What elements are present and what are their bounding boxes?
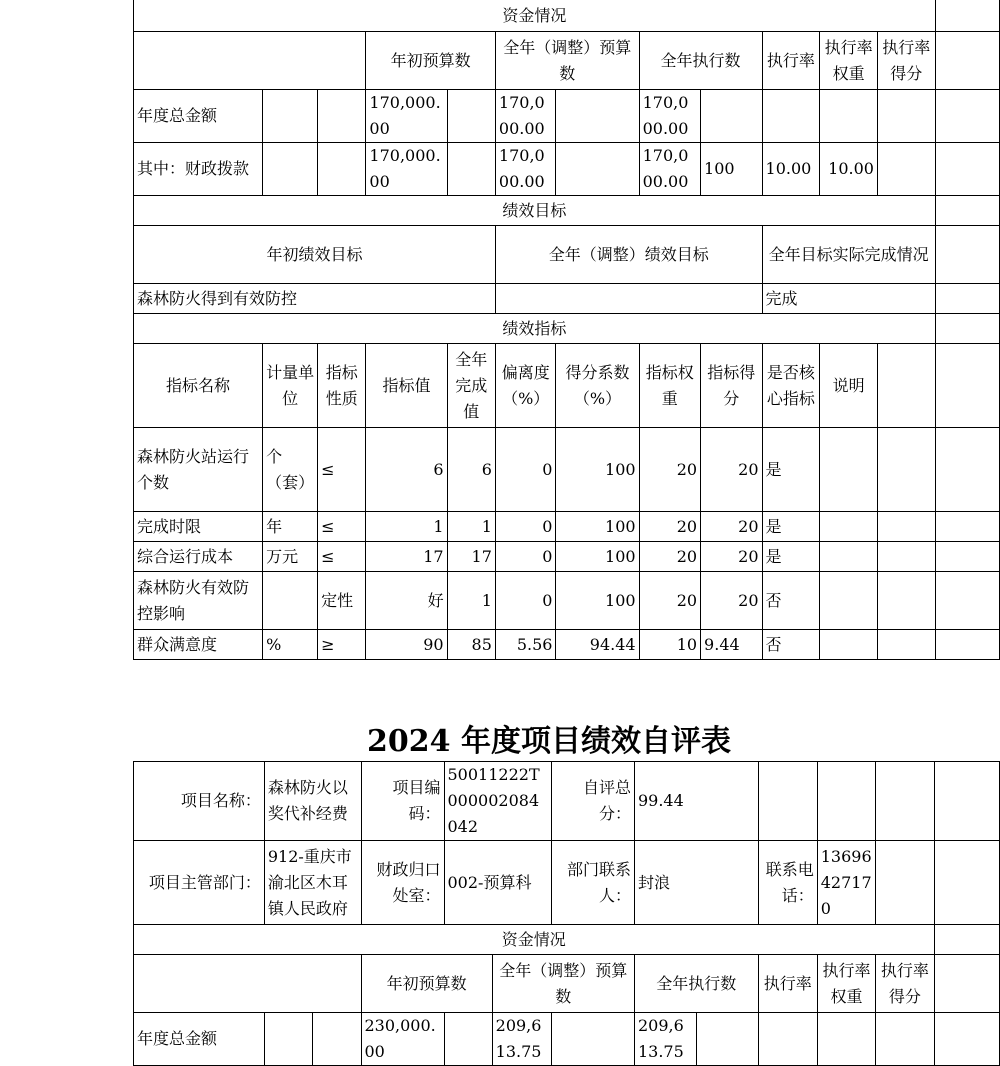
indicator-score: 20 [701,542,762,572]
funds-row-total [134,1013,1000,1066]
table-row [134,542,1000,572]
indicator-name: 完成时限 [134,512,263,542]
funds-row-total [134,90,1000,143]
rate-weight-header: 执行率权重 [817,955,875,1013]
indicator-deviation: 0 [495,572,556,630]
indicator-coef: 100 [556,572,639,630]
indicator-deviation: 0 [495,512,556,542]
indicator-value-header: 指标值 [366,344,447,428]
funds-initial-value: 230,000.00 [361,1013,444,1066]
funds-performance-table [133,0,1000,660]
funds-row-label: 其中：财政拨款 [134,143,263,196]
indicator-weight: 20 [639,572,700,630]
goal-adjusted-text [495,284,762,314]
indicator-core: 是 [762,542,820,572]
dept-value: 912-重庆市渝北区木耳镇人民政府 [264,841,361,925]
budget-initial-header: 年初预算数 [361,955,492,1013]
indicator-deviation: 0 [495,428,556,512]
funds-weight-value [762,90,820,143]
finance-label: 财政归口处室： [361,841,444,925]
indicator-unit: % [263,630,318,660]
project-info-row [134,762,1000,841]
indicator-name-header: 指标名称 [134,344,263,428]
funds-adjusted-value: 170,000.00 [495,90,556,143]
indicator-unit [263,572,318,630]
rate-header: 执行率 [762,32,820,90]
indicator-name: 群众满意度 [134,630,263,660]
funds-executed-value: 209,613.75 [634,1013,696,1066]
indicator-nature-header: 指标性质 [318,344,366,428]
indicator-value: 90 [366,630,447,660]
indicator-weight: 10 [639,630,700,660]
funds-row-label: 年度总金额 [134,1013,265,1066]
funds-executed-value: 170,000.00 [639,90,700,143]
finance-value: 002-预算科 [444,841,551,925]
indicator-nature: 定性 [318,572,366,630]
funds-row-label: 年度总金额 [134,90,263,143]
indicator-nature: ≥ [318,630,366,660]
indicator-value: 好 [366,572,447,630]
indicator-deviation: 5.56 [495,630,556,660]
indicator-core: 是 [762,512,820,542]
indicator-deviation: 0 [495,542,556,572]
indicator-score-header: 指标得分 [701,344,762,428]
funds-initial-value: 170,000.00 [366,90,447,143]
project-self-evaluation-table [133,761,1000,1066]
indicator-unit: 万元 [263,542,318,572]
table-row [134,572,1000,630]
project-code-value: 50011222T000002084042 [444,762,551,841]
indicator-done: 17 [447,542,495,572]
funds-section-header: 资金情况 [134,0,936,32]
indicator-unit-header: 计量单位 [263,344,318,428]
budget-initial-header: 年初预算数 [366,32,496,90]
indicator-coef-header: 得分系数（%） [556,344,639,428]
indicator-note-header: 说明 [820,344,878,428]
table-row [134,630,1000,660]
indicator-score: 20 [701,428,762,512]
rate-score-header: 执行率得分 [876,955,934,1013]
funds-score-value [820,90,878,143]
table-row [134,428,1000,512]
department-info-row [134,841,1000,925]
funds-rate-value [701,90,762,143]
goals-section-header: 绩效目标 [134,196,936,226]
contact-value: 封浪 [634,841,758,925]
rate-header: 执行率 [758,955,817,1013]
funds-row-fiscal [134,143,1000,196]
indicator-coef: 100 [556,512,639,542]
goal-adjusted-header: 全年（调整）绩效目标 [495,226,762,284]
executed-header: 全年执行数 [639,32,762,90]
contact-label: 部门联系人： [551,841,634,925]
indicator-coef: 100 [556,542,639,572]
table-row [134,512,1000,542]
self-score-label: 自评总分： [551,762,634,841]
indicator-done: 85 [447,630,495,660]
funds-section-header: 资金情况 [134,925,935,955]
funds-initial-value: 170,000.00 [366,143,447,196]
indicator-weight: 20 [639,542,700,572]
indicator-done-header: 全年完成值 [447,344,495,428]
executed-header: 全年执行数 [634,955,758,1013]
funds-adjusted-value: 209,613.75 [492,1013,551,1066]
funds-adjusted-value: 170,000.00 [495,143,556,196]
indicator-unit: 个（套） [263,428,318,512]
indicator-done: 6 [447,428,495,512]
indicator-nature: ≤ [318,428,366,512]
indicator-core: 否 [762,630,820,660]
goal-actual-header: 全年目标实际完成情况 [762,226,935,284]
indicator-done: 1 [447,512,495,542]
indicator-name: 综合运行成本 [134,542,263,572]
project-name-value: 森林防火以奖代补经费 [264,762,361,841]
indicator-nature: ≤ [318,542,366,572]
indicators-section-header: 绩效指标 [134,314,936,344]
indicator-core-header: 是否核心指标 [762,344,820,428]
rate-score-header: 执行率得分 [877,32,935,90]
budget-adjusted-header: 全年（调整）预算数 [492,955,634,1013]
indicator-weight: 20 [639,512,700,542]
self-score-value: 99.44 [634,762,758,841]
indicator-name: 森林防火有效防控影响 [134,572,263,630]
indicator-weight: 20 [639,428,700,512]
indicator-weight-header: 指标权重 [639,344,700,428]
goal-actual-text: 完成 [762,284,935,314]
goal-initial-header: 年初绩效目标 [134,226,496,284]
indicator-value: 6 [366,428,447,512]
rate-weight-header: 执行率权重 [820,32,878,90]
indicator-score: 20 [701,572,762,630]
funds-weight-value: 10.00 [762,143,820,196]
funds-rate-value: 100 [701,143,762,196]
indicator-value: 17 [366,542,447,572]
indicator-nature: ≤ [318,512,366,542]
indicator-done: 1 [447,572,495,630]
indicator-name: 森林防火站运行个数 [134,428,263,512]
budget-adjusted-header: 全年（调整）预算数 [495,32,639,90]
dept-label: 项目主管部门： [134,841,265,925]
phone-label: 联系电话： [758,841,817,925]
page-title: 2024 年度项目绩效自评表 [367,724,731,759]
indicator-value: 1 [366,512,447,542]
indicator-unit: 年 [263,512,318,542]
indicator-deviation-header: 偏离度（%） [495,344,556,428]
phone-value: 13696427170 [817,841,875,925]
funds-score-value: 10.00 [820,143,878,196]
indicator-core: 是 [762,428,820,512]
indicator-score: 20 [701,512,762,542]
goal-initial-text: 森林防火得到有效防控 [134,284,496,314]
indicator-coef: 100 [556,428,639,512]
indicator-coef: 94.44 [556,630,639,660]
funds-executed-value: 170,000.00 [639,143,700,196]
project-code-label: 项目编码： [361,762,444,841]
indicator-score: 9.44 [701,630,762,660]
project-name-label: 项目名称： [134,762,265,841]
indicator-core: 否 [762,572,820,630]
indicator-header-row [134,344,1000,428]
